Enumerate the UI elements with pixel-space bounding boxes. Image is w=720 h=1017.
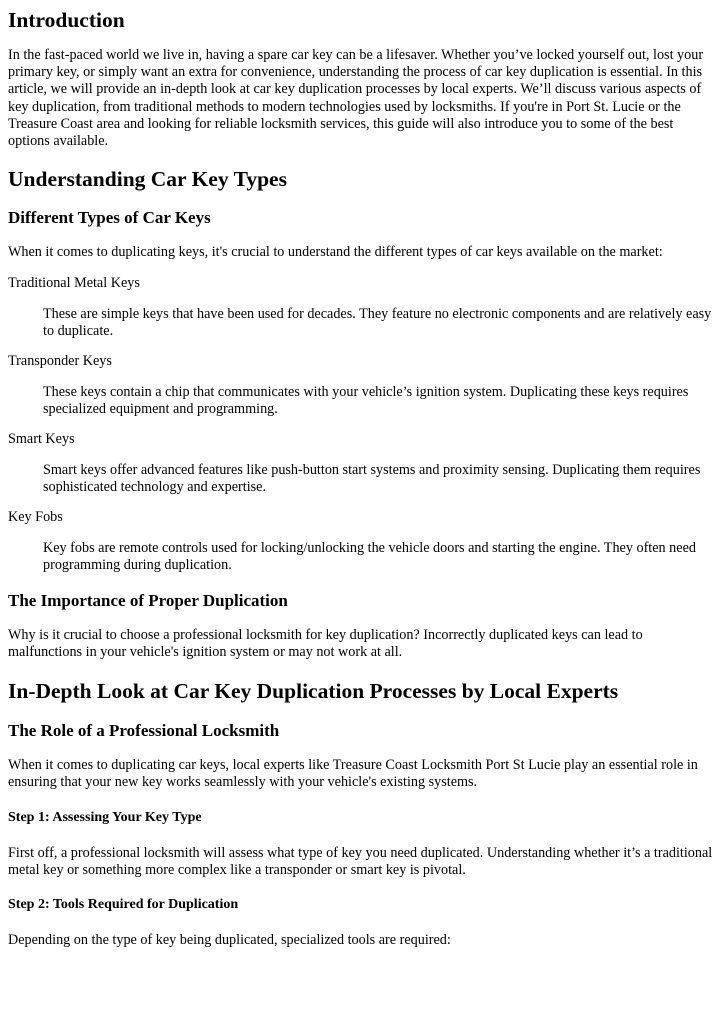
different-types-heading: Different Types of Car Keys [8, 208, 211, 227]
indepth-heading: In-Depth Look at Car Key Duplication Processes by Local Experts [8, 679, 619, 703]
importance-paragraph: Why is it crucial to choose a professional locksmith for key duplication? Incorrectly duplicated keys can lead to malfunctions in your vehicle's ignition system or may not work at all. [8, 627, 643, 661]
step2-heading: Step 2: Tools Required for Duplication [8, 897, 239, 912]
role-paragraph: When it comes to duplicating car keys, local experts like Treasure Coast Locksmith Port St Lucie play an essential role in ensuring that your new key works seamlessly with your vehicle's existing systems. [8, 757, 698, 791]
key-type-description: These are simple keys that have been used for decades. They feature no electronic components and are relatively easy to duplicate. [43, 306, 712, 340]
key-type-description: Key fobs are remote controls used for locking/unlocking the vehicle doors and starting the engine. They often need programming during duplication. [43, 540, 696, 574]
introduction-heading: Introduction [8, 8, 125, 32]
role-heading: The Role of a Professional Locksmith [8, 721, 280, 740]
key-type-description: These keys contain a chip that communicates with your vehicle’s ignition system. Duplicating these keys requires specialized equipment and programming. [43, 384, 689, 418]
step1-heading: Step 1: Assessing Your Key Type [8, 810, 202, 825]
step2-paragraph: Depending on the type of key being duplicated, specialized tools are required: [8, 932, 451, 948]
introduction-paragraph: In the fast-paced world we live in, having a spare car key can be a lifesaver. Whether you’ve locked yourself out, lost your primary key, or simply want an extra for convenience, understanding the process of car key duplication is essential. In this article, we will provide an in-depth look at car key duplication processes by local experts. We’ll discuss various aspects of key duplication, from traditional methods to modern technologies used by locksmiths. If you're in Port St. Lucie or the Treasure Coast area and looking for reliable locksmith services, this guide will also introduce you to some of the best options available. [8, 47, 704, 150]
key-type-description: Smart keys offer advanced features like push-button start systems and proximity sensing. Duplicating them requires sophisticated technology and expertise. [43, 462, 701, 496]
key-type-term: Key Fobs [8, 509, 63, 525]
step1-paragraph: First off, a professional locksmith will assess what type of key you need duplicated. Understanding whether it’s a traditional metal key or something more complex like a transponder or smart key is pivotal. [8, 845, 713, 879]
key-type-term: Traditional Metal Keys [8, 275, 140, 291]
car-key-types-heading: Understanding Car Key Types [8, 167, 287, 191]
key-type-term: Smart Keys [8, 431, 75, 447]
importance-heading: The Importance of Proper Duplication [8, 591, 288, 610]
key-type-term: Transponder Keys [8, 353, 112, 369]
different-types-intro: When it comes to duplicating keys, it's crucial to understand the different types of car keys available on the market: [8, 244, 663, 260]
